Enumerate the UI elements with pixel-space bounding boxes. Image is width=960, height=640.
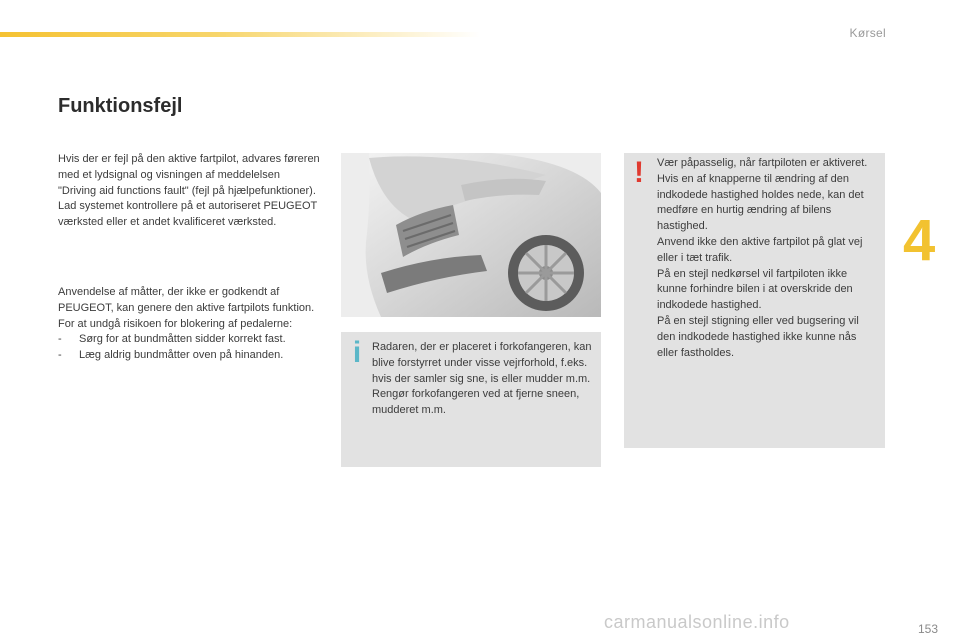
mats-bullet-list: [58, 332, 320, 364]
header-accent-bar: [0, 32, 480, 37]
pedal-risk-text: For at undgå risikoen for blokering af pedalerne:: [58, 317, 293, 330]
workshop-text: Lad systemet kontrollere på et autoriseret PEUGEOT værksted eller et andet kvalificeret værksted.: [58, 200, 318, 229]
mats-text: Anvendelse af måtter, der ikke er godkendt af PEUGEOT, kan genere den aktive fartpilots funktion.: [58, 286, 315, 314]
warning-line: På en stejl stigning eller ved bugsering vil den indkodede hastighed ikke kunne nås eller fastholdes.: [657, 314, 859, 359]
chapter-number: 4: [903, 208, 936, 273]
info-text: [372, 340, 598, 419]
page-title: Funktionsfejl: [58, 95, 183, 117]
warning-line: På en stejl nedkørsel vil fartpiloten ikke kunne forhindre bilen i at overskride den indkodede hastighed.: [657, 267, 853, 312]
list-item: - Læg aldrig bundmåtter oven på hinanden.: [58, 348, 320, 364]
fault-paragraph: [58, 152, 320, 231]
radar-text: Radaren, der er placeret i forkofangeren, kan blive forstyrret under visse vejrforhold, f.eks. hvis der samler sig sne, is eller mudder m.m.: [372, 341, 592, 385]
car-front-photo: [341, 153, 601, 317]
info-icon: i: [352, 336, 362, 369]
mats-paragraph: [58, 285, 320, 364]
section-label: Kørsel: [849, 26, 886, 40]
clean-text: Rengør forkofangeren ved at fjerne sneen, mudderet m.m.: [372, 388, 580, 417]
car-front-illustration: [341, 153, 601, 317]
exclamation-icon: !: [634, 156, 644, 189]
fault-text: Hvis der er fejl på den aktive fartpilot, advares føreren med et lydsignal og visningen af meddelelsen "Driving aid functions fault" (fejl på hjælpefunktioner).: [58, 153, 320, 197]
list-item: - Sørg for at bundmåtten sidder korrekt fast.: [58, 332, 320, 348]
warning-line: Anvend ikke den aktive fartpilot på glat vej eller i tæt trafik.: [657, 235, 863, 264]
page-number: 153: [917, 622, 938, 636]
warning-text: [657, 156, 879, 361]
watermark: carmanualsonline.info: [604, 612, 790, 632]
warning-line: Vær påpasselig, når fartpiloten er aktiveret. Hvis en af knapperne til ændring af den indkodede hastighed holdes nede, kan det medføre en hurtig ændring af bilens hastighed.: [657, 157, 868, 233]
